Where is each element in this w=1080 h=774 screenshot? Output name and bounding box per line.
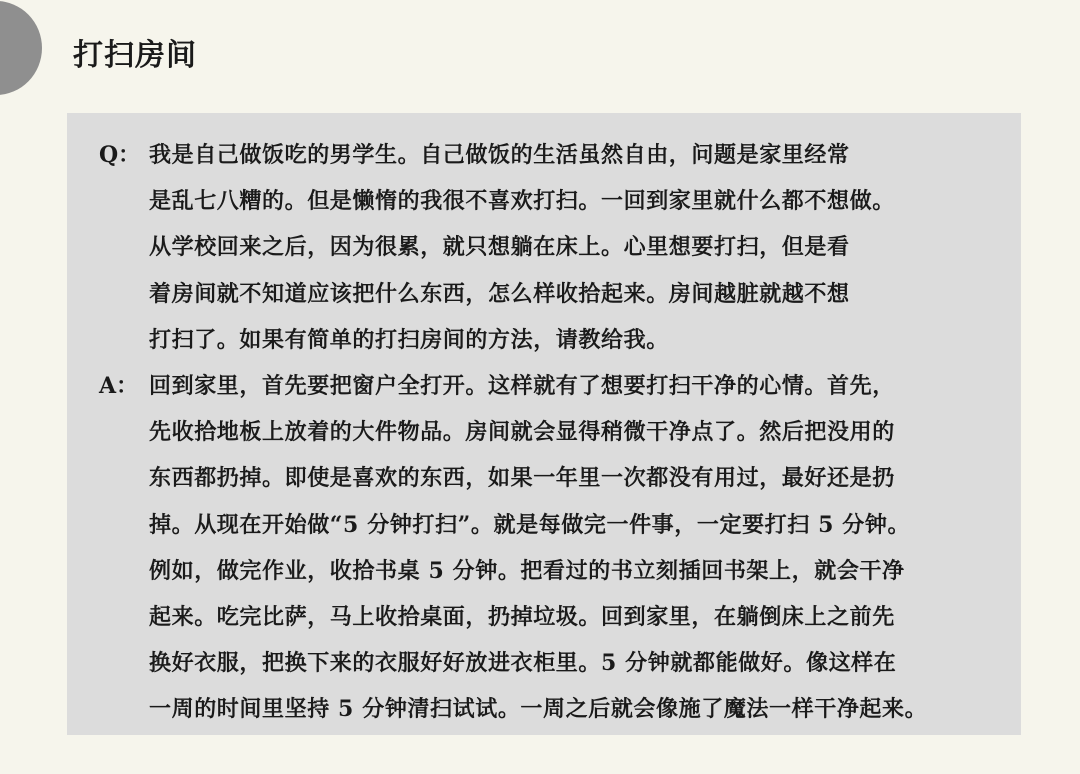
question-line: 打扫了。如果有简单的打扫房间的方法，请教给我。 xyxy=(149,326,669,353)
answer-line: 先收拾地板上放着的大件物品。房间就会显得稍微干净点了。然后把没用的 xyxy=(149,419,895,446)
page-title: 打扫房间 xyxy=(73,38,197,73)
answer-line: 一周的时间里坚持 5 分钟清扫试试。一周之后就会像施了魔法一样干净起来。 xyxy=(149,696,928,723)
answer-block xyxy=(99,363,991,733)
answer-line: 例如，做完作业，收拾书桌 5 分钟。把看过的书立刻插回书架上，就会干净 xyxy=(149,557,905,584)
answer-text xyxy=(149,363,991,733)
answer-line: 换好衣服，把换下来的衣服好好放进衣柜里。5 分钟就都能做好。像这样在 xyxy=(149,650,897,677)
answer-line: 起来。吃完比萨，马上收拾桌面，扔掉垃圾。回到家里，在躺倒床上之前先 xyxy=(149,603,895,630)
answer-label: A： xyxy=(99,372,139,399)
question-line: 我是自己做饭吃的男学生。自己做饭的生活虽然自由，问题是家里经常 xyxy=(149,142,850,168)
qa-box xyxy=(67,113,1021,735)
question-line: 是乱七八糟的。但是懒惰的我很不喜欢打扫。一回到家里就什么都不想做。 xyxy=(149,188,895,215)
answer-line: 东西都扔掉。即使是喜欢的东西，如果一年里一次都没有用过，最好还是扔 xyxy=(149,465,895,492)
question-block xyxy=(99,132,991,363)
question-line: 从学校回来之后，因为很累，就只想躺在床上。心里想要打扫，但是看 xyxy=(149,234,850,261)
question-text xyxy=(149,132,991,363)
answer-line: 掉。从现在开始做“5 分钟打扫”。就是每做完一件事，一定要打扫 5 分钟。 xyxy=(149,511,911,538)
corner-decoration xyxy=(0,1,42,95)
question-label: Q： xyxy=(99,142,141,168)
question-line: 着房间就不知道应该把什么东西，怎么样收拾起来。房间越脏就越不想 xyxy=(149,280,850,307)
answer-line: 回到家里，首先要把窗户全打开。这样就有了想要打扫干净的心情。首先， xyxy=(149,372,895,399)
